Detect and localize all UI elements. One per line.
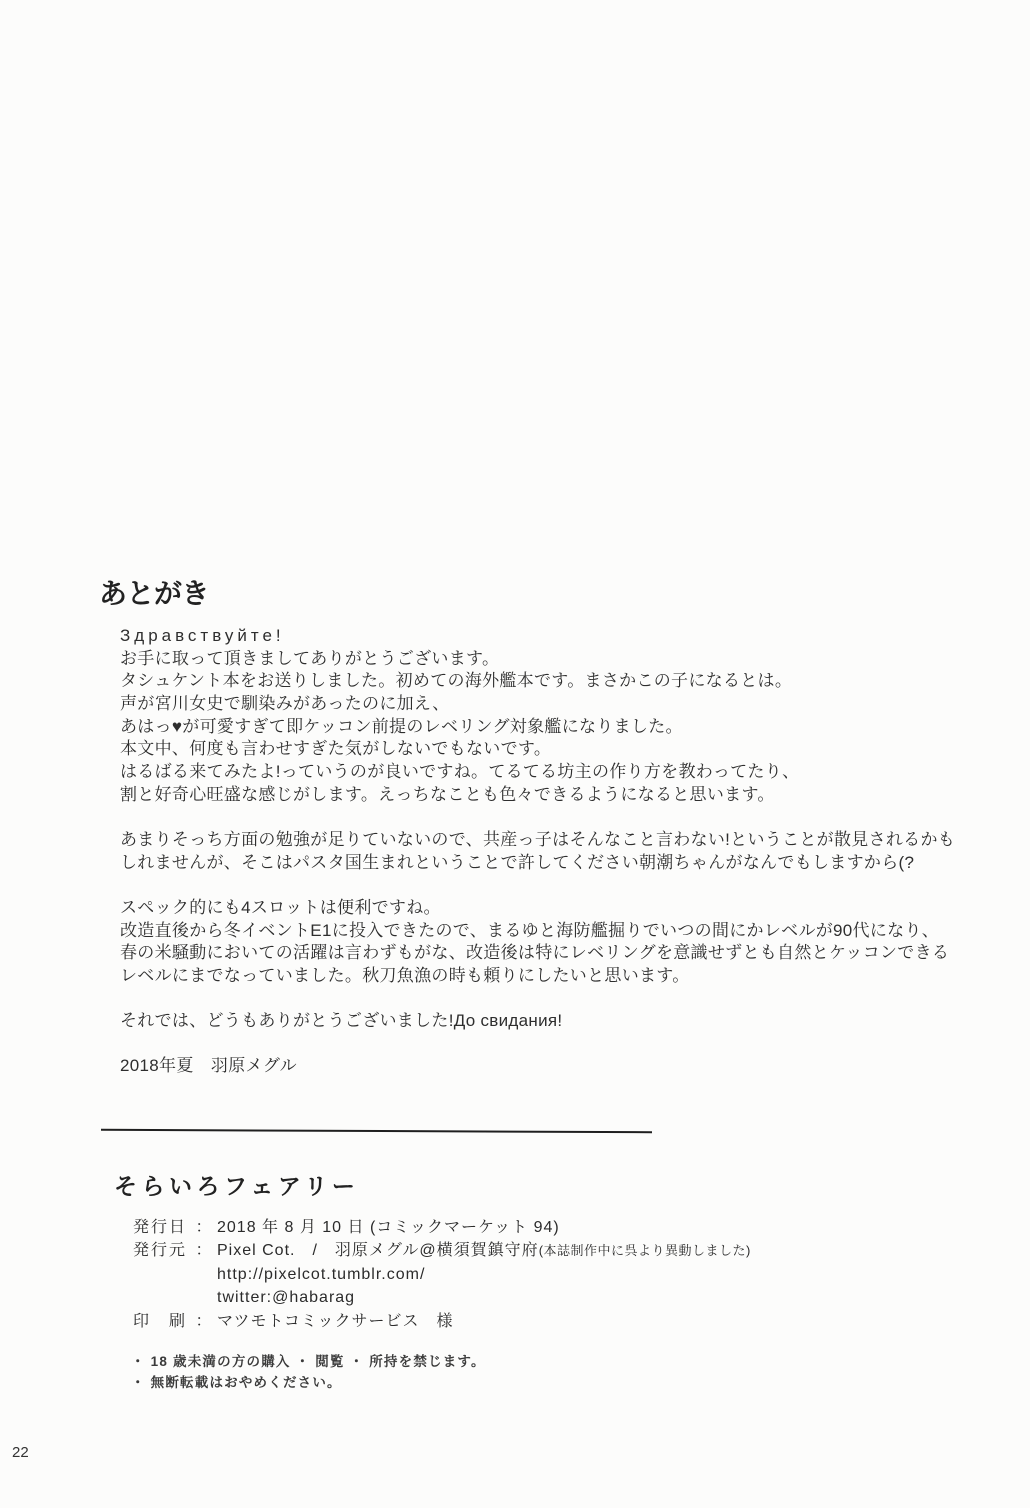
afterword-line: レベルにまでなっていました。秋刀魚漁の時も頼りにしたいと思います。 <box>120 965 690 985</box>
page-number: 22 <box>12 1444 29 1461</box>
twitter-handle-text: twitter:@habarag <box>217 1289 356 1307</box>
afterword-line: あまりそっち方面の勉強が足りていないので、共産っ子はそんなこと言わない!ということが散見されるかも <box>120 829 956 849</box>
afterword-line: 春の米騒動においての活躍は言わずもがな、改造後は特にレベリングを意識せずとも自然とケッコンできる <box>120 943 950 963</box>
afterword-line: 割と好奇心旺盛な感じがします。えっちなことも色々できるようになると思います。 <box>120 784 775 804</box>
legal-notes <box>131 1351 486 1393</box>
colophon-value: 2018 年 8 月 10 日 (コミックマーケット 94) <box>217 1219 560 1236</box>
afterword-line: しれませんが、そこはパスタ国生まれということで許してください朝潮ちゃんがなんでもしますから(? <box>120 852 915 872</box>
section-divider <box>101 1129 652 1133</box>
afterword-line: タシュケント本をお送りしました。初めての海外艦本です。まさかこの子になるとは。 <box>120 671 793 691</box>
afterword-line: 本文中、何度も言わせすぎた気がしないでもないです。 <box>120 739 552 759</box>
afterword-signature: 2018年夏 羽原メグル <box>120 1056 297 1076</box>
booklet-title: そらいろフェアリー <box>114 1173 360 1199</box>
colophon-label: 印 刷 <box>133 1312 188 1330</box>
afterword-blank-line <box>120 806 980 829</box>
afterword-blank-line <box>120 874 980 897</box>
afterword-line: はるばる来てみたよ!っていうのが良いですね。てるてる坊主の作り方を教わってたり、 <box>120 761 800 781</box>
colophon-colon: ： <box>195 1242 213 1260</box>
colophon-colon: ： <box>195 1219 213 1236</box>
age-restriction-note: ・ 18 歳未満の方の購入 ・ 閲覧 ・ 所持を禁じます。 <box>131 1354 486 1369</box>
no-reproduction-note: ・ 無断転載はおやめください。 <box>131 1375 342 1390</box>
afterword-blank-line <box>120 987 980 1010</box>
colophon-value: Pixel Cot. / 羽原メグル@横須賀鎮守府 <box>217 1242 539 1260</box>
colophon-note: (本誌制作中に呉より異動しました) <box>538 1243 751 1259</box>
website-url-text: http://pixelcot.tumblr.com/ <box>217 1265 426 1283</box>
colophon-label <box>133 1263 191 1286</box>
colophon-label: 発行元 <box>133 1242 188 1260</box>
afterword-line: 改造直後から冬イベントE1に投入できたので、まるゆと海防艦掘りでいつの間にかレベルが90代になり、 <box>120 920 940 940</box>
afterword-line: スペック的にも4スロットは便利ですね。 <box>120 897 441 917</box>
colophon-row-publisher <box>133 1239 751 1262</box>
afterword-line: Здравствуйте! <box>120 626 285 645</box>
afterword-line: あはっ♥が可愛すぎて即ケッコン前提のレベリング対象艦になりました。 <box>120 716 683 736</box>
afterword-line: 声が宮川女史で馴染みがあったのに加え、 <box>120 693 450 713</box>
colophon <box>133 1216 751 1333</box>
colophon-colon <box>191 1263 217 1286</box>
afterword-heading: あとがき <box>99 578 210 609</box>
colophon-value: マツモトコミックサービス 様 <box>217 1312 454 1330</box>
afterword-body <box>120 625 980 1078</box>
colophon-colon: ： <box>195 1312 213 1330</box>
colophon-row-website-url <box>133 1263 751 1286</box>
colophon-label: 発行日 <box>133 1219 188 1236</box>
colophon-row-publication-date <box>133 1216 751 1239</box>
afterword-line: お手に取って頂きましてありがとうございます。 <box>120 648 500 668</box>
colophon-row-printer <box>133 1310 751 1333</box>
colophon-colon <box>191 1286 217 1309</box>
colophon-row-twitter <box>133 1286 751 1309</box>
colophon-label <box>133 1286 191 1309</box>
afterword-line: それでは、どうもありがとうございました!До свидания! <box>120 1011 563 1031</box>
afterword-blank-line <box>120 1033 980 1056</box>
